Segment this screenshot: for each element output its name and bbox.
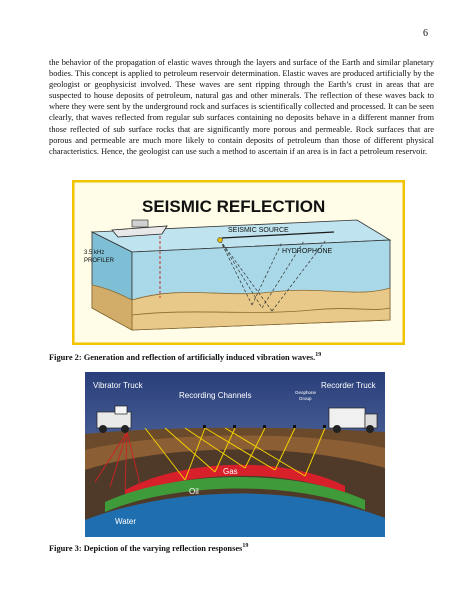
figure-title: SEISMIC REFLECTION <box>142 197 326 216</box>
profiler-frequency-label: 3.5 kHz <box>84 250 105 256</box>
caption-text: Figure 2: Generation and reflection of artificially induced vibration waves. <box>49 352 316 362</box>
recording-channels-label: Recording Channels <box>179 391 252 400</box>
vibrator-truck-label: Vibrator Truck <box>93 381 143 390</box>
gas-label: Gas <box>223 467 238 476</box>
hydrophone-label: HYDROPHONE <box>282 248 333 255</box>
geophone-label: Geophone <box>295 390 317 395</box>
reflection-response-illustration <box>85 372 385 537</box>
caption-text: Figure 3: Depiction of the varying reflection responses <box>49 543 243 553</box>
figure-2-caption <box>49 352 321 362</box>
recorder-truck-label: Recorder Truck <box>321 381 376 390</box>
figure-3-caption <box>49 543 248 553</box>
ship-cabin <box>132 220 148 227</box>
caption-reference: 19 <box>315 352 322 358</box>
page-number: 6 <box>423 28 428 39</box>
seismic-reflection-illustration <box>72 180 405 345</box>
water-label: Water <box>115 517 137 526</box>
figure-2-seismic-reflection <box>72 180 405 345</box>
profiler-label: PROFILER <box>84 258 115 264</box>
caption-reference: 19 <box>242 543 249 549</box>
seismic-source-marker <box>218 238 223 243</box>
oil-label: Oil <box>189 487 199 496</box>
seismic-source-label: SEISMIC SOURCE <box>228 227 289 234</box>
body-paragraph: the behavior of the propagation of elastic waves through the layers and surface of the Earth and similar planetary bodies. This concept is applied to petroleum reservoir determination. Elastic waves are produced artificially by the geologist or geophysicist involved. These waves are sent ripping through the Earth’s crust in areas that are suspected to house deposits of petroleum, natural gas and other minerals. The reflection of these waves back to where they were sent by the underground rock and surfaces is scientifically collected and processed. It can be seen clearly, that waves reflected from regular sub surfaces containing no deposits behave in a different manner from those reflected of sub surface rocks that are significantly more porous and permeable. Rock surfaces that are porous and permeable are much more likely to contain deposits of petroleum than those of different physical characteristics. Hence, the geologist can use such a method to ascertain if an area is in fact a petroleum reservoir. <box>49 58 434 156</box>
figure-3-reflection-responses <box>85 372 385 537</box>
geophone-group-label: Group <box>299 396 312 401</box>
body-paragraph-block <box>49 57 434 157</box>
